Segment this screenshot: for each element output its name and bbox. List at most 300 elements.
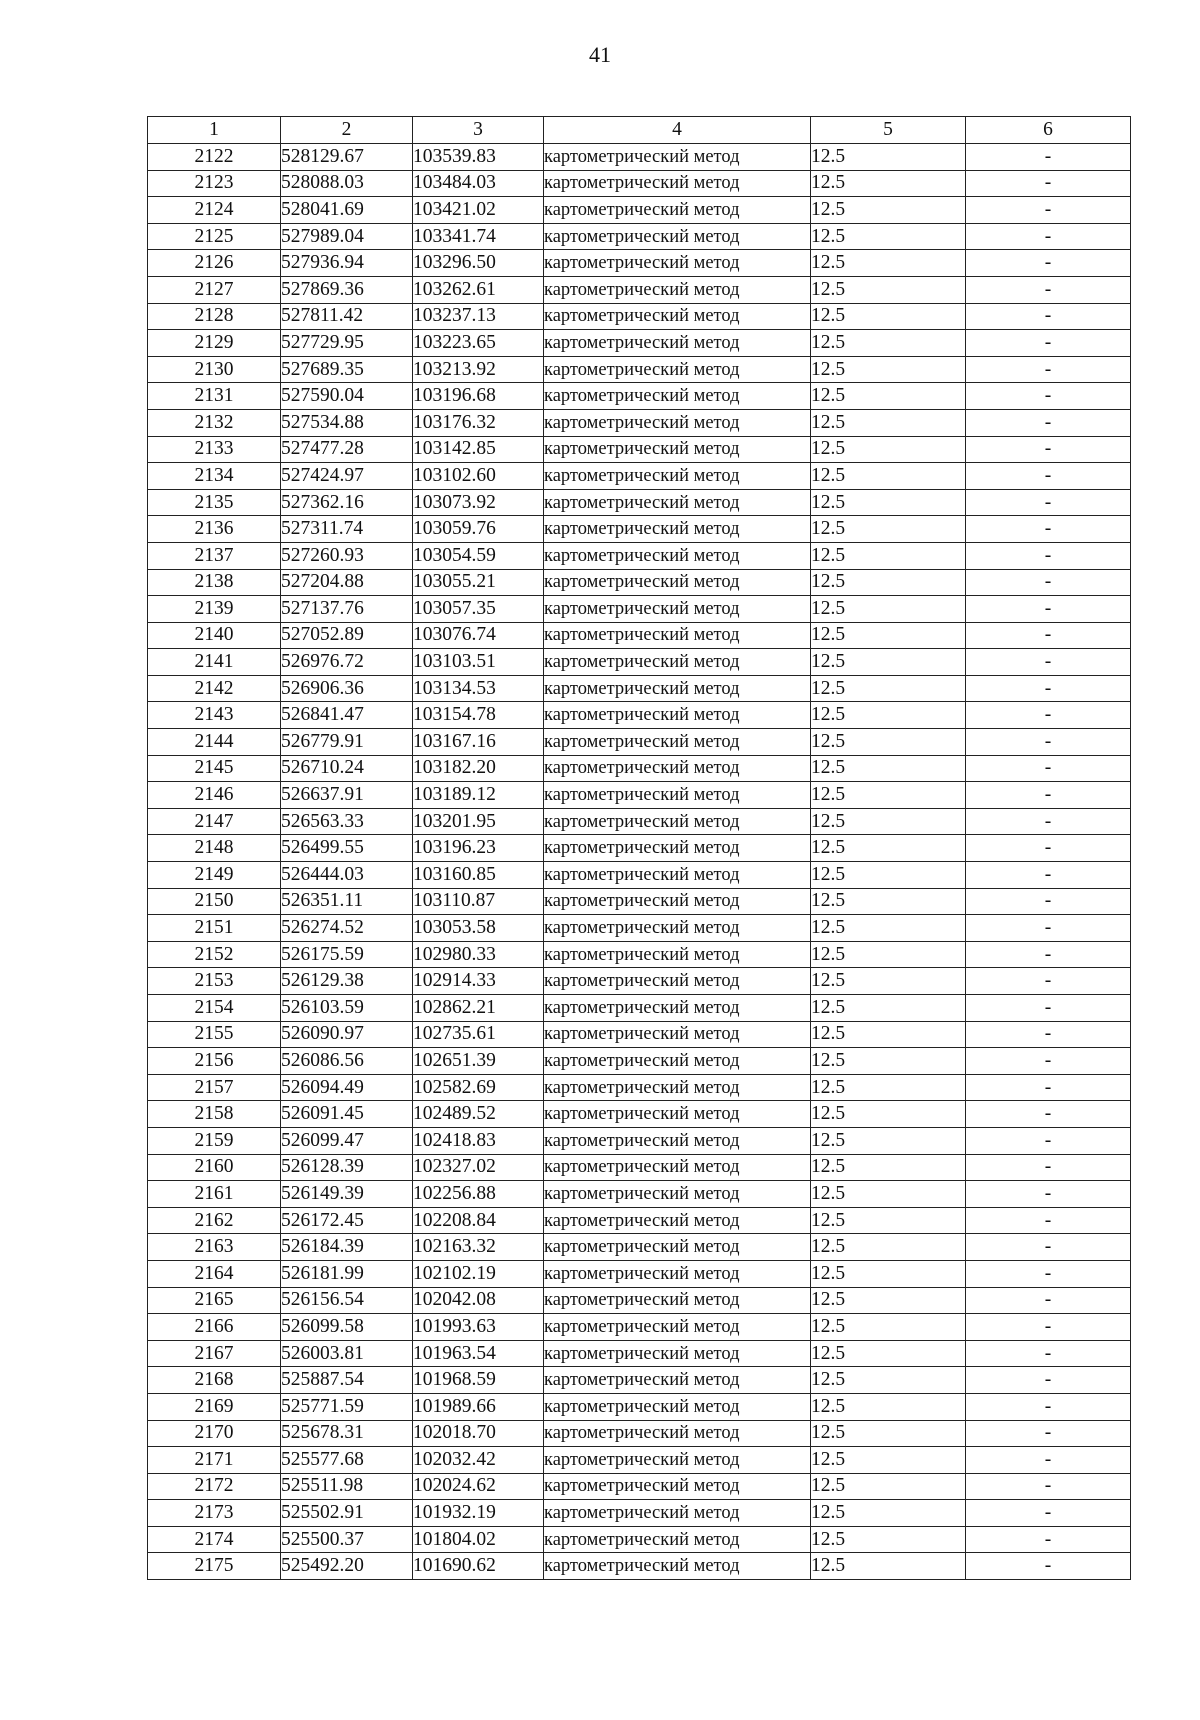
- method-cell: картометрический метод: [544, 1181, 811, 1208]
- accuracy-cell: 12.5: [811, 888, 966, 915]
- x-coordinate-cell: 526128.39: [281, 1154, 413, 1181]
- note-cell: -: [966, 729, 1131, 756]
- note-cell: -: [966, 702, 1131, 729]
- y-coordinate-cell: 101963.54: [413, 1340, 544, 1367]
- table-row: [148, 755, 1131, 782]
- method-cell: картометрический метод: [544, 649, 811, 676]
- method-cell: картометрический метод: [544, 1127, 811, 1154]
- point-number-cell: 2170: [148, 1420, 281, 1447]
- x-coordinate-cell: 526175.59: [281, 941, 413, 968]
- x-coordinate-cell: 526086.56: [281, 1048, 413, 1075]
- note-cell: -: [966, 808, 1131, 835]
- y-coordinate-cell: 103103.51: [413, 649, 544, 676]
- method-cell: картометрический метод: [544, 968, 811, 995]
- x-coordinate-cell: 527424.97: [281, 463, 413, 490]
- y-coordinate-cell: 103196.23: [413, 835, 544, 862]
- accuracy-cell: 12.5: [811, 1287, 966, 1314]
- note-cell: -: [966, 330, 1131, 357]
- y-coordinate-cell: 103154.78: [413, 702, 544, 729]
- note-cell: -: [966, 1074, 1131, 1101]
- x-coordinate-cell: 525500.37: [281, 1526, 413, 1553]
- note-cell: -: [966, 1340, 1131, 1367]
- y-coordinate-cell: 103201.95: [413, 808, 544, 835]
- method-cell: картометрический метод: [544, 170, 811, 197]
- method-cell: картометрический метод: [544, 569, 811, 596]
- method-cell: картометрический метод: [544, 1048, 811, 1075]
- table-row: [148, 223, 1131, 250]
- table-row: [148, 1526, 1131, 1553]
- x-coordinate-cell: 526976.72: [281, 649, 413, 676]
- accuracy-cell: 12.5: [811, 170, 966, 197]
- table-row: [148, 303, 1131, 330]
- method-cell: картометрический метод: [544, 622, 811, 649]
- note-cell: -: [966, 1473, 1131, 1500]
- accuracy-cell: 12.5: [811, 649, 966, 676]
- accuracy-cell: 12.5: [811, 223, 966, 250]
- note-cell: -: [966, 223, 1131, 250]
- accuracy-cell: 12.5: [811, 1074, 966, 1101]
- accuracy-cell: 12.5: [811, 862, 966, 889]
- x-coordinate-cell: 526181.99: [281, 1260, 413, 1287]
- table-row: [148, 1420, 1131, 1447]
- note-cell: -: [966, 276, 1131, 303]
- method-cell: картометрический метод: [544, 330, 811, 357]
- point-number-cell: 2154: [148, 995, 281, 1022]
- page-number: 41: [589, 42, 611, 67]
- y-coordinate-cell: 102980.33: [413, 941, 544, 968]
- point-number-cell: 2135: [148, 489, 281, 516]
- x-coordinate-cell: 527311.74: [281, 516, 413, 543]
- method-cell: картометрический метод: [544, 888, 811, 915]
- note-cell: -: [966, 409, 1131, 436]
- method-cell: картометрический метод: [544, 729, 811, 756]
- table-row: [148, 1181, 1131, 1208]
- note-cell: -: [966, 250, 1131, 277]
- table-row: [148, 436, 1131, 463]
- accuracy-cell: 12.5: [811, 463, 966, 490]
- point-number-cell: 2153: [148, 968, 281, 995]
- table-row: [148, 1314, 1131, 1341]
- table-row: [148, 941, 1131, 968]
- x-coordinate-cell: 528088.03: [281, 170, 413, 197]
- point-number-cell: 2124: [148, 197, 281, 224]
- accuracy-cell: 12.5: [811, 1154, 966, 1181]
- note-cell: -: [966, 1181, 1131, 1208]
- table-row: [148, 1393, 1131, 1420]
- x-coordinate-cell: 527989.04: [281, 223, 413, 250]
- point-number-cell: 2167: [148, 1340, 281, 1367]
- note-cell: -: [966, 1393, 1131, 1420]
- method-cell: картометрический метод: [544, 1340, 811, 1367]
- y-coordinate-cell: 103262.61: [413, 276, 544, 303]
- note-cell: -: [966, 1447, 1131, 1474]
- point-number-cell: 2133: [148, 436, 281, 463]
- method-cell: картометрический метод: [544, 1021, 811, 1048]
- x-coordinate-cell: 527811.42: [281, 303, 413, 330]
- note-cell: -: [966, 995, 1131, 1022]
- note-cell: -: [966, 1101, 1131, 1128]
- table-row: [148, 1367, 1131, 1394]
- method-cell: картометрический метод: [544, 1420, 811, 1447]
- table-row: [148, 1553, 1131, 1580]
- y-coordinate-cell: 103057.35: [413, 596, 544, 623]
- accuracy-cell: 12.5: [811, 1101, 966, 1128]
- x-coordinate-cell: 527477.28: [281, 436, 413, 463]
- table-row: [148, 835, 1131, 862]
- note-cell: -: [966, 1420, 1131, 1447]
- note-cell: -: [966, 542, 1131, 569]
- point-number-cell: 2144: [148, 729, 281, 756]
- y-coordinate-cell: 103182.20: [413, 755, 544, 782]
- accuracy-cell: 12.5: [811, 542, 966, 569]
- y-coordinate-cell: 103134.53: [413, 675, 544, 702]
- point-number-cell: 2131: [148, 383, 281, 410]
- table-row: [148, 1101, 1131, 1128]
- y-coordinate-cell: 102032.42: [413, 1447, 544, 1474]
- table-row: [148, 968, 1131, 995]
- table-row: [148, 250, 1131, 277]
- accuracy-cell: 12.5: [811, 197, 966, 224]
- accuracy-cell: 12.5: [811, 1234, 966, 1261]
- method-cell: картометрический метод: [544, 1074, 811, 1101]
- note-cell: -: [966, 862, 1131, 889]
- table-row: [148, 915, 1131, 942]
- point-number-cell: 2148: [148, 835, 281, 862]
- point-number-cell: 2169: [148, 1393, 281, 1420]
- x-coordinate-cell: 526003.81: [281, 1340, 413, 1367]
- table-row: [148, 1234, 1131, 1261]
- note-cell: -: [966, 1234, 1131, 1261]
- y-coordinate-cell: 101804.02: [413, 1526, 544, 1553]
- table-row: [148, 1260, 1131, 1287]
- x-coordinate-cell: 526906.36: [281, 675, 413, 702]
- point-number-cell: 2129: [148, 330, 281, 357]
- table-row: [148, 596, 1131, 623]
- y-coordinate-cell: 103223.65: [413, 330, 544, 357]
- table-row: [148, 489, 1131, 516]
- accuracy-cell: 12.5: [811, 303, 966, 330]
- table-row: [148, 1048, 1131, 1075]
- method-cell: картометрический метод: [544, 1473, 811, 1500]
- accuracy-cell: 12.5: [811, 569, 966, 596]
- method-cell: картометрический метод: [544, 782, 811, 809]
- table-row: [148, 888, 1131, 915]
- accuracy-cell: 12.5: [811, 1393, 966, 1420]
- note-cell: -: [966, 1553, 1131, 1580]
- table-row: [148, 383, 1131, 410]
- table-row: [148, 197, 1131, 224]
- x-coordinate-cell: 526563.33: [281, 808, 413, 835]
- table-row: [148, 276, 1131, 303]
- y-coordinate-cell: 103341.74: [413, 223, 544, 250]
- x-coordinate-cell: 527534.88: [281, 409, 413, 436]
- method-cell: картометрический метод: [544, 144, 811, 171]
- x-coordinate-cell: 525502.91: [281, 1500, 413, 1527]
- x-coordinate-cell: 526637.91: [281, 782, 413, 809]
- accuracy-cell: 12.5: [811, 1500, 966, 1527]
- table-row: [148, 356, 1131, 383]
- point-number-cell: 2151: [148, 915, 281, 942]
- y-coordinate-cell: 103484.03: [413, 170, 544, 197]
- y-coordinate-cell: 103176.32: [413, 409, 544, 436]
- method-cell: картометрический метод: [544, 862, 811, 889]
- table-row: [148, 1287, 1131, 1314]
- method-cell: картометрический метод: [544, 356, 811, 383]
- table-row: [148, 1021, 1131, 1048]
- accuracy-cell: 12.5: [811, 915, 966, 942]
- y-coordinate-cell: 103189.12: [413, 782, 544, 809]
- y-coordinate-cell: 103196.68: [413, 383, 544, 410]
- accuracy-cell: 12.5: [811, 1260, 966, 1287]
- point-number-cell: 2165: [148, 1287, 281, 1314]
- method-cell: картометрический метод: [544, 463, 811, 490]
- point-number-cell: 2123: [148, 170, 281, 197]
- point-number-cell: 2172: [148, 1473, 281, 1500]
- method-cell: картометрический метод: [544, 250, 811, 277]
- method-cell: картометрический метод: [544, 941, 811, 968]
- x-coordinate-cell: 528129.67: [281, 144, 413, 171]
- method-cell: картометрический метод: [544, 223, 811, 250]
- y-coordinate-cell: 101932.19: [413, 1500, 544, 1527]
- table-row: [148, 1473, 1131, 1500]
- x-coordinate-cell: 526710.24: [281, 755, 413, 782]
- point-number-cell: 2156: [148, 1048, 281, 1075]
- method-cell: картометрический метод: [544, 276, 811, 303]
- column-header: 2: [281, 117, 413, 144]
- point-number-cell: 2149: [148, 862, 281, 889]
- accuracy-cell: 12.5: [811, 1021, 966, 1048]
- accuracy-cell: 12.5: [811, 755, 966, 782]
- point-number-cell: 2166: [148, 1314, 281, 1341]
- x-coordinate-cell: 527936.94: [281, 250, 413, 277]
- accuracy-cell: 12.5: [811, 622, 966, 649]
- table-row: [148, 1207, 1131, 1234]
- x-coordinate-cell: 526444.03: [281, 862, 413, 889]
- note-cell: -: [966, 1048, 1131, 1075]
- note-cell: -: [966, 915, 1131, 942]
- x-coordinate-cell: 526156.54: [281, 1287, 413, 1314]
- note-cell: -: [966, 516, 1131, 543]
- method-cell: картометрический метод: [544, 1526, 811, 1553]
- note-cell: -: [966, 782, 1131, 809]
- y-coordinate-cell: 103076.74: [413, 622, 544, 649]
- note-cell: -: [966, 463, 1131, 490]
- y-coordinate-cell: 102256.88: [413, 1181, 544, 1208]
- x-coordinate-cell: 526094.49: [281, 1074, 413, 1101]
- method-cell: картометрический метод: [544, 303, 811, 330]
- note-cell: -: [966, 596, 1131, 623]
- method-cell: картометрический метод: [544, 1101, 811, 1128]
- y-coordinate-cell: 101690.62: [413, 1553, 544, 1580]
- y-coordinate-cell: 102042.08: [413, 1287, 544, 1314]
- accuracy-cell: 12.5: [811, 1314, 966, 1341]
- method-cell: картометрический метод: [544, 542, 811, 569]
- point-number-cell: 2164: [148, 1260, 281, 1287]
- table-header-row: [148, 117, 1131, 144]
- x-coordinate-cell: 526129.38: [281, 968, 413, 995]
- point-number-cell: 2173: [148, 1500, 281, 1527]
- x-coordinate-cell: 526103.59: [281, 995, 413, 1022]
- x-coordinate-cell: 527137.76: [281, 596, 413, 623]
- note-cell: -: [966, 1314, 1131, 1341]
- y-coordinate-cell: 101968.59: [413, 1367, 544, 1394]
- method-cell: картометрический метод: [544, 1500, 811, 1527]
- y-coordinate-cell: 103421.02: [413, 197, 544, 224]
- x-coordinate-cell: 525771.59: [281, 1393, 413, 1420]
- table-row: [148, 1074, 1131, 1101]
- accuracy-cell: 12.5: [811, 968, 966, 995]
- accuracy-cell: 12.5: [811, 1473, 966, 1500]
- point-number-cell: 2150: [148, 888, 281, 915]
- x-coordinate-cell: 526172.45: [281, 1207, 413, 1234]
- x-coordinate-cell: 526841.47: [281, 702, 413, 729]
- x-coordinate-cell: 525577.68: [281, 1447, 413, 1474]
- accuracy-cell: 12.5: [811, 1181, 966, 1208]
- note-cell: -: [966, 383, 1131, 410]
- accuracy-cell: 12.5: [811, 144, 966, 171]
- accuracy-cell: 12.5: [811, 1553, 966, 1580]
- method-cell: картометрический метод: [544, 1287, 811, 1314]
- method-cell: картометрический метод: [544, 995, 811, 1022]
- point-number-cell: 2155: [148, 1021, 281, 1048]
- y-coordinate-cell: 103059.76: [413, 516, 544, 543]
- method-cell: картометрический метод: [544, 409, 811, 436]
- table-row: [148, 729, 1131, 756]
- method-cell: картометрический метод: [544, 489, 811, 516]
- note-cell: -: [966, 1154, 1131, 1181]
- y-coordinate-cell: 103539.83: [413, 144, 544, 171]
- x-coordinate-cell: 526099.58: [281, 1314, 413, 1341]
- point-number-cell: 2160: [148, 1154, 281, 1181]
- note-cell: -: [966, 489, 1131, 516]
- accuracy-cell: 12.5: [811, 782, 966, 809]
- accuracy-cell: 12.5: [811, 409, 966, 436]
- y-coordinate-cell: 103296.50: [413, 250, 544, 277]
- point-number-cell: 2134: [148, 463, 281, 490]
- method-cell: картометрический метод: [544, 702, 811, 729]
- y-coordinate-cell: 102651.39: [413, 1048, 544, 1075]
- accuracy-cell: 12.5: [811, 276, 966, 303]
- accuracy-cell: 12.5: [811, 1367, 966, 1394]
- point-number-cell: 2175: [148, 1553, 281, 1580]
- coordinates-table: [147, 116, 1131, 1580]
- note-cell: -: [966, 941, 1131, 968]
- accuracy-cell: 12.5: [811, 1207, 966, 1234]
- x-coordinate-cell: 527869.36: [281, 276, 413, 303]
- point-number-cell: 2132: [148, 409, 281, 436]
- note-cell: -: [966, 1021, 1131, 1048]
- note-cell: -: [966, 968, 1131, 995]
- y-coordinate-cell: 103053.58: [413, 915, 544, 942]
- y-coordinate-cell: 102327.02: [413, 1154, 544, 1181]
- table-row: [148, 409, 1131, 436]
- note-cell: -: [966, 649, 1131, 676]
- note-cell: -: [966, 1526, 1131, 1553]
- y-coordinate-cell: 103110.87: [413, 888, 544, 915]
- y-coordinate-cell: 103213.92: [413, 356, 544, 383]
- y-coordinate-cell: 103102.60: [413, 463, 544, 490]
- table-row: [148, 622, 1131, 649]
- point-number-cell: 2171: [148, 1447, 281, 1474]
- point-number-cell: 2161: [148, 1181, 281, 1208]
- y-coordinate-cell: 102735.61: [413, 1021, 544, 1048]
- point-number-cell: 2128: [148, 303, 281, 330]
- accuracy-cell: 12.5: [811, 1447, 966, 1474]
- method-cell: картометрический метод: [544, 1260, 811, 1287]
- x-coordinate-cell: 526351.11: [281, 888, 413, 915]
- x-coordinate-cell: 527729.95: [281, 330, 413, 357]
- x-coordinate-cell: 526274.52: [281, 915, 413, 942]
- accuracy-cell: 12.5: [811, 1420, 966, 1447]
- accuracy-cell: 12.5: [811, 1127, 966, 1154]
- point-number-cell: 2125: [148, 223, 281, 250]
- note-cell: -: [966, 170, 1131, 197]
- x-coordinate-cell: 526499.55: [281, 835, 413, 862]
- point-number-cell: 2130: [148, 356, 281, 383]
- table-row: [148, 808, 1131, 835]
- point-number-cell: 2122: [148, 144, 281, 171]
- method-cell: картометрический метод: [544, 1234, 811, 1261]
- x-coordinate-cell: 526149.39: [281, 1181, 413, 1208]
- point-number-cell: 2168: [148, 1367, 281, 1394]
- accuracy-cell: 12.5: [811, 330, 966, 357]
- note-cell: -: [966, 1207, 1131, 1234]
- column-header: 5: [811, 117, 966, 144]
- table-row: [148, 702, 1131, 729]
- note-cell: -: [966, 755, 1131, 782]
- point-number-cell: 2142: [148, 675, 281, 702]
- table-row: [148, 1500, 1131, 1527]
- y-coordinate-cell: 103142.85: [413, 436, 544, 463]
- x-coordinate-cell: 526090.97: [281, 1021, 413, 1048]
- x-coordinate-cell: 527204.88: [281, 569, 413, 596]
- note-cell: -: [966, 1287, 1131, 1314]
- y-coordinate-cell: 103054.59: [413, 542, 544, 569]
- note-cell: -: [966, 569, 1131, 596]
- point-number-cell: 2174: [148, 1526, 281, 1553]
- method-cell: картометрический метод: [544, 436, 811, 463]
- point-number-cell: 2158: [148, 1101, 281, 1128]
- table-row: [148, 1154, 1131, 1181]
- x-coordinate-cell: 526099.47: [281, 1127, 413, 1154]
- accuracy-cell: 12.5: [811, 383, 966, 410]
- x-coordinate-cell: 527689.35: [281, 356, 413, 383]
- x-coordinate-cell: 525492.20: [281, 1553, 413, 1580]
- table-row: [148, 542, 1131, 569]
- method-cell: картометрический метод: [544, 808, 811, 835]
- table-row: [148, 649, 1131, 676]
- point-number-cell: 2162: [148, 1207, 281, 1234]
- y-coordinate-cell: 102489.52: [413, 1101, 544, 1128]
- y-coordinate-cell: 102018.70: [413, 1420, 544, 1447]
- note-cell: -: [966, 197, 1131, 224]
- method-cell: картометрический метод: [544, 1154, 811, 1181]
- accuracy-cell: 12.5: [811, 489, 966, 516]
- accuracy-cell: 12.5: [811, 702, 966, 729]
- y-coordinate-cell: 102208.84: [413, 1207, 544, 1234]
- method-cell: картометрический метод: [544, 915, 811, 942]
- y-coordinate-cell: 102163.32: [413, 1234, 544, 1261]
- accuracy-cell: 12.5: [811, 516, 966, 543]
- column-header: 6: [966, 117, 1131, 144]
- table-row: [148, 782, 1131, 809]
- y-coordinate-cell: 101989.66: [413, 1393, 544, 1420]
- x-coordinate-cell: 526184.39: [281, 1234, 413, 1261]
- table-row: [148, 144, 1131, 171]
- table-row: [148, 675, 1131, 702]
- table-row: [148, 463, 1131, 490]
- table-row: [148, 569, 1131, 596]
